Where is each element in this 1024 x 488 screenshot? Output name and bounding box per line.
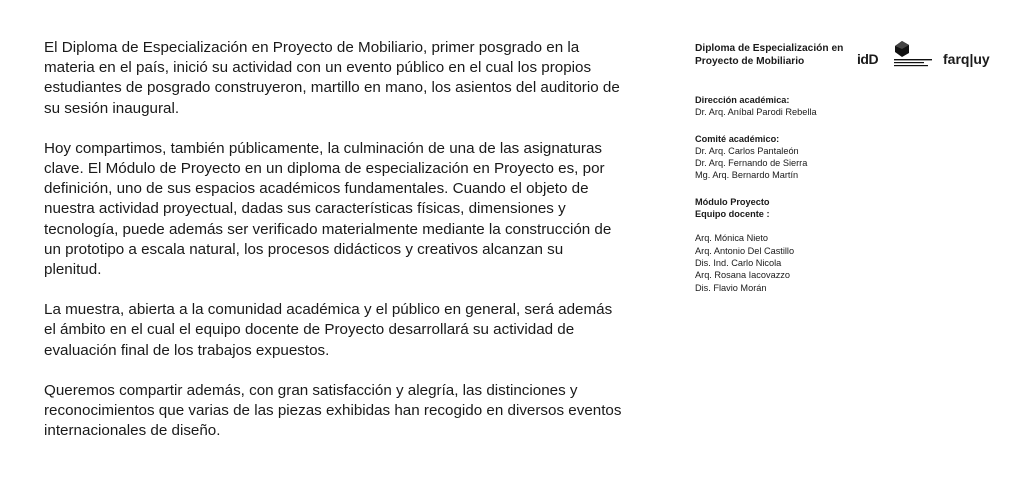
sidebar bbox=[695, 42, 1005, 294]
idd-logo: idD bbox=[857, 51, 879, 67]
comite-block bbox=[695, 133, 1005, 182]
modulo-member: Dis. Flavio Morán bbox=[695, 282, 767, 293]
modulo-member: Dis. Ind. Carlo Nicola bbox=[695, 257, 782, 268]
modulo-block bbox=[695, 196, 1005, 294]
paragraph-1: El Diploma de Especialización en Proyecto de Mobiliario, primer posgrado en la materia en el país, inició su actividad con un evento público en el cual los propios estudiantes de posgrado construyeron, martillo en mano, los asientos del auditorio de su sesión inaugural. bbox=[44, 39, 620, 117]
paragraph-3: La muestra, abierta a la comunidad académica y el público en general, será además el ámbito en el cual el equipo docente de Proyecto desarrollará su actividad de evaluación final de los trabajos expuestos. bbox=[44, 301, 613, 359]
paragraph-2: Hoy compartimos, también públicamente, la culminación de una de las asignaturas clave. El Módulo de Proyecto en un diploma de especialización en Proyecto es, por definición, uno de sus espacios académicos fundamentales. Cuando el objeto de nuestra actividad proyectual, dadas sus características físicas, dimensiones y tecnología, puede además ser verificado materialmente mediante la construcción de un prototipo a escala natural, los procesos didácticos y creativos alcanzan su plenitud. bbox=[44, 139, 612, 279]
comite-member: Mg. Arq. Bernardo Martín bbox=[695, 170, 799, 181]
modulo-member: Arq. Antonio Del Castillo bbox=[695, 245, 795, 256]
farq-logo: farq|uy bbox=[943, 51, 990, 67]
comite-heading: Comité académico: bbox=[695, 133, 780, 144]
comite-member: Dr. Arq. Fernando de Sierra bbox=[695, 158, 808, 169]
direccion-heading: Dirección académica: bbox=[695, 95, 790, 105]
equipo-heading: Equipo docente : bbox=[695, 209, 770, 220]
program-title: Diploma de Especialización en Proyecto de Mobiliario bbox=[695, 43, 844, 67]
modulo-member: Arq. Mónica Nieto bbox=[695, 233, 769, 244]
comite-member: Dr. Arq. Carlos Pantaleón bbox=[695, 145, 799, 156]
modulo-heading: Módulo Proyecto bbox=[695, 196, 770, 207]
direccion-block bbox=[695, 94, 1005, 119]
main-text bbox=[44, 38, 624, 461]
paragraph-4: Queremos compartir además, con gran satisfacción y alegría, las distinciones y reconocimientos que varias de las piezas exhibidas han recogido en diversos eventos internacionales de diseño. bbox=[44, 381, 622, 440]
direccion-member: Dr. Arq. Aníbal Parodi Rebella bbox=[695, 107, 817, 118]
modulo-member: Arq. Rosana Iacovazzo bbox=[695, 270, 790, 281]
